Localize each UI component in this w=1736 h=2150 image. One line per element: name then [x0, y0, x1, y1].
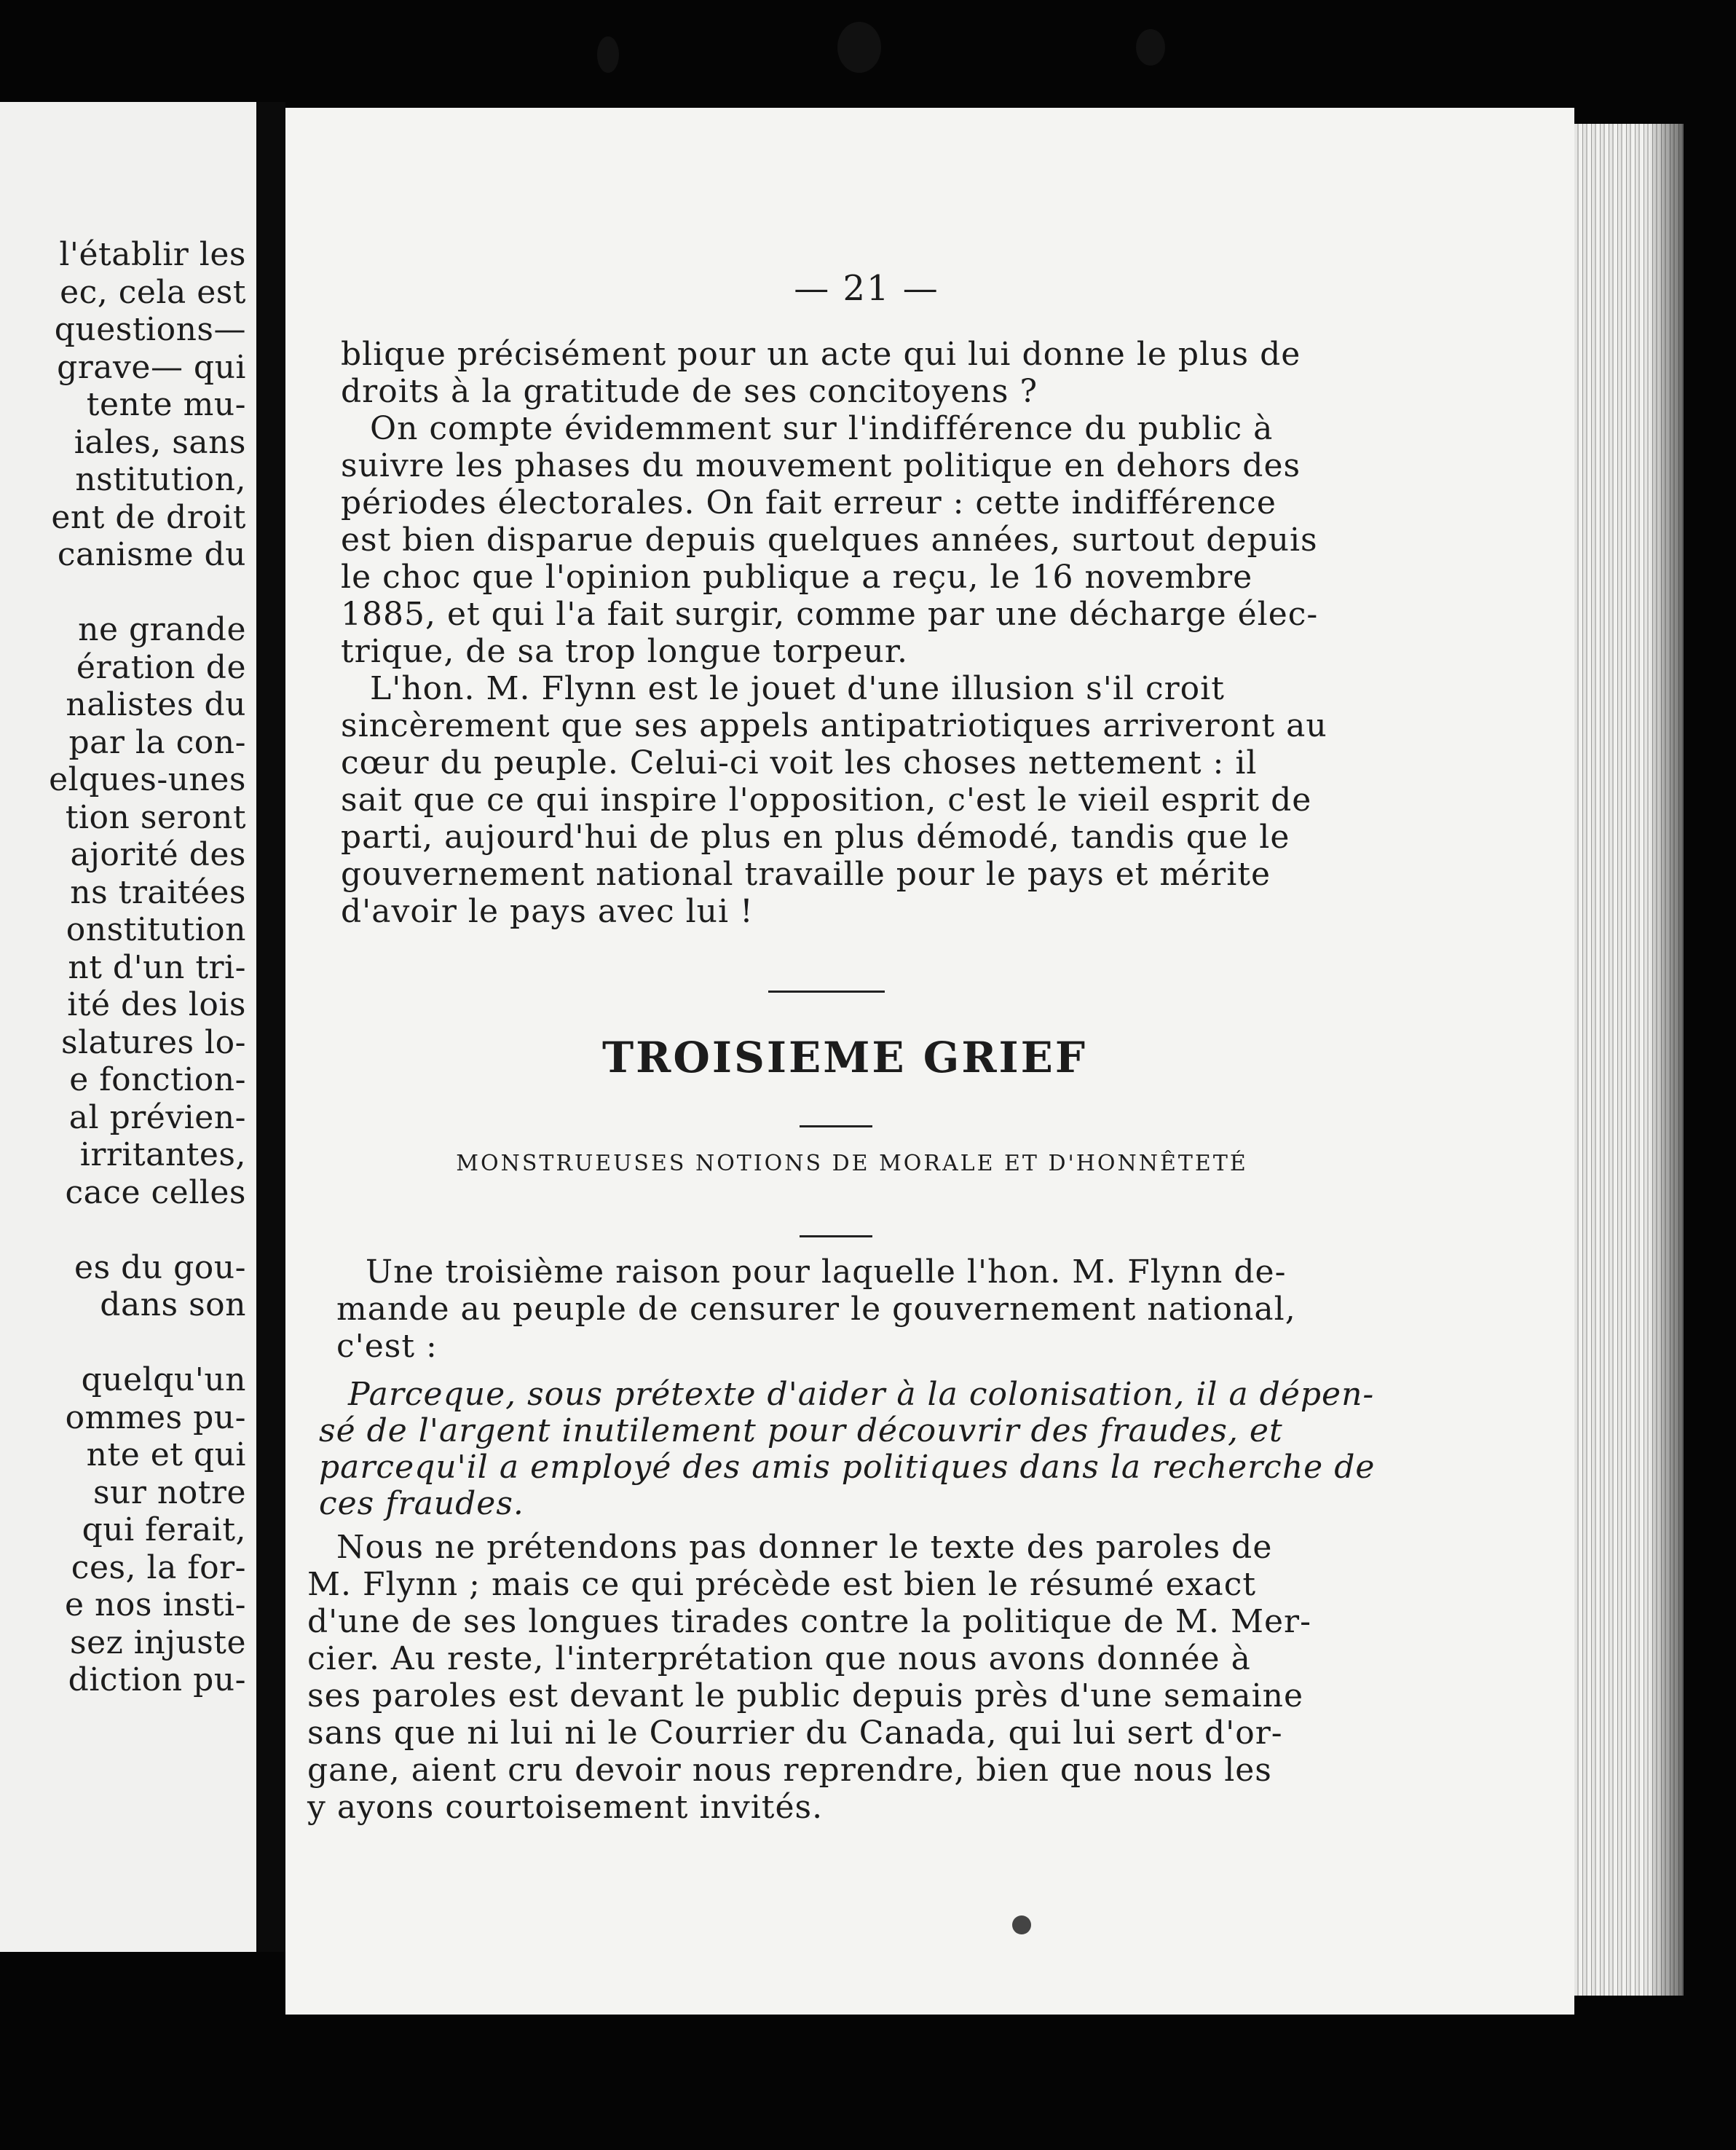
section-title: TROISIEME GRIEF [601, 1033, 1088, 1082]
paragraph-line: sait que ce qui inspire l'opposition, c'est le vieil esprit de [341, 781, 1312, 819]
book-gutter [256, 102, 285, 1952]
paragraph-line: 1885, et qui l'a fait surgir, comme par une décharge élec- [341, 596, 1319, 633]
paragraph-line: sans que ni lui ni le Courrier du Canada, qui lui sert d'or- [307, 1714, 1283, 1752]
left-page-line: ne grande [78, 611, 246, 648]
left-page-line: ommes pu- [65, 1398, 246, 1436]
paragraph-line: On compte évidemment sur l'indifférence du public à [370, 410, 1274, 447]
left-page-line: tion seront [65, 798, 246, 836]
quote-line: ces fraudes. [319, 1485, 524, 1522]
left-page-line: grave— qui [57, 348, 246, 386]
left-page-line: sez injuste [70, 1623, 246, 1661]
left-page-line: iales, sans [74, 423, 246, 461]
left-page-line: nt d'un tri- [68, 948, 246, 986]
left-page-line: ns traitées [70, 873, 246, 911]
left-page-line: questions— [54, 311, 246, 348]
left-page-line: ces, la for- [71, 1548, 246, 1586]
left-page-line: nalistes du [66, 686, 246, 723]
paragraph-line: L'hon. M. Flynn est le jouet d'une illusion s'il croit [370, 670, 1225, 707]
paragraph-line: d'une de ses longues tirades contre la politique de M. Mer- [307, 1603, 1311, 1640]
paragraph-line: est bien disparue depuis quelques années, surtout depuis [341, 521, 1318, 559]
left-page-line: e nos insti- [64, 1586, 246, 1623]
ink-speck [1136, 29, 1165, 66]
paragraph-line: périodes électorales. On fait erreur : cette indifférence [341, 484, 1277, 521]
section-subtitle: MONSTRUEUSES NOTIONS DE MORALE ET D'HONNÊTETÉ [456, 1151, 1248, 1176]
left-page-line: ec, cela est [60, 273, 246, 311]
section-divider-middle [800, 1125, 872, 1127]
left-page-line: slatures lo- [61, 1023, 246, 1061]
paragraph-line: y ayons courtoisement invités. [307, 1789, 824, 1826]
ink-speck [597, 36, 619, 73]
left-page-line: sur notre [92, 1473, 246, 1511]
paragraph-line: trique, de sa trop longue torpeur. [341, 633, 909, 670]
quote-line: parcequ'il a employé des amis politiques dans la recherche de [319, 1449, 1376, 1486]
paragraph-line: d'avoir le pays avec lui ! [341, 893, 754, 930]
left-page-line: es du gou- [74, 1248, 246, 1286]
left-page-line: ération de [76, 648, 246, 686]
section-divider-bottom [800, 1235, 872, 1237]
left-page-line: dans son [100, 1286, 246, 1323]
left-page-line: diction pu- [68, 1661, 246, 1698]
paragraph-line: ses paroles est devant le public depuis près d'une semaine [307, 1677, 1304, 1714]
paragraph-line: sincèrement que ses appels antipatriotiques arriveront au [341, 707, 1327, 744]
paragraph-line: cœur du peuple. Celui-ci voit les choses nettement : il [341, 744, 1258, 781]
left-page-line: tente mu- [86, 386, 246, 423]
paragraph-line: blique précisément pour un acte qui lui donne le plus de [341, 336, 1301, 373]
page-edges-shadow [1647, 124, 1684, 1996]
ink-speck [837, 22, 881, 73]
left-page-line: irritantes, [79, 1136, 246, 1173]
left-page-line: par la con- [68, 723, 246, 761]
paragraph-line: Nous ne prétendons pas donner le texte des paroles de [336, 1529, 1273, 1566]
left-page-line: al prévien- [68, 1098, 246, 1136]
paragraph-line: le choc que l'opinion publique a reçu, le 16 novembre [341, 559, 1253, 596]
left-page-line: l'établir les [59, 236, 246, 273]
paragraph-line: c'est : [336, 1328, 438, 1365]
left-page-fragment [0, 102, 256, 1952]
section-divider-top [768, 991, 885, 993]
paragraph-line: cier. Au reste, l'interprétation que nous avons donnée à [307, 1640, 1251, 1677]
left-page-line: ent de droit [51, 498, 246, 536]
left-page-line: nte et qui [86, 1436, 246, 1473]
paragraph-line: Une troisième raison pour laquelle l'hon. M. Flynn de- [366, 1253, 1287, 1291]
ink-blot [1012, 1915, 1031, 1934]
page-number: — 21 — [794, 268, 939, 309]
left-page-line: qui ferait, [82, 1511, 246, 1548]
left-page-line: onstitution [66, 911, 246, 948]
left-page-line: ité des lois [67, 986, 246, 1023]
left-page-line: nstitution, [75, 461, 246, 498]
paragraph-line: mande au peuple de censurer le gouvernement national, [336, 1291, 1296, 1328]
left-page-line: cace celles [65, 1173, 246, 1211]
left-page-line: elques-unes [49, 761, 246, 798]
quote-line: sé de l'argent inutilement pour découvrir des fraudes, et [319, 1412, 1283, 1449]
paragraph-line: suivre les phases du mouvement politique en dehors des [341, 447, 1301, 484]
left-page-line: quelqu'un [81, 1361, 246, 1398]
paragraph-line: parti, aujourd'hui de plus en plus démodé, tandis que le [341, 819, 1290, 856]
left-page-line: canisme du [57, 536, 246, 573]
paragraph-line: gane, aient cru devoir nous reprendre, bien que nous les [307, 1752, 1272, 1789]
paragraph-line: gouvernement national travaille pour le pays et mérite [341, 856, 1271, 893]
left-page-line: ajorité des [70, 836, 246, 873]
paragraph-line: droits à la gratitude de ses concitoyens ? [341, 373, 1038, 410]
left-page-line: e fonction- [69, 1061, 246, 1098]
paragraph-line: M. Flynn ; mais ce qui précède est bien le résumé exact [307, 1566, 1257, 1603]
quote-line: Parceque, sous prétexte d'aider à la colonisation, il a dépen- [348, 1376, 1375, 1413]
